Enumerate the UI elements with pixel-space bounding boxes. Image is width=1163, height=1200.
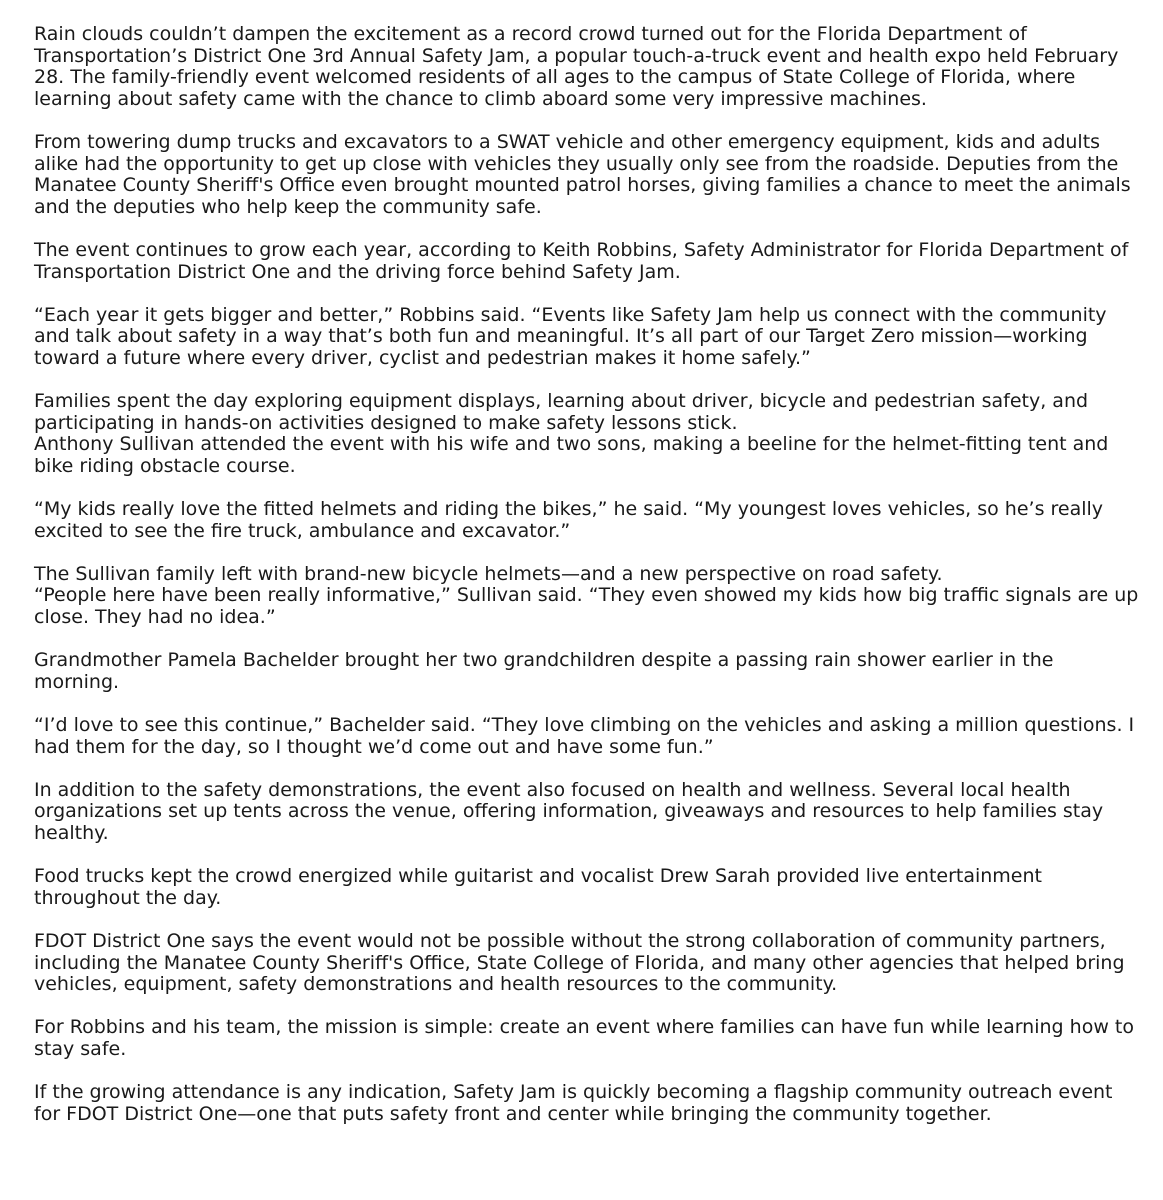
- article-paragraph: “I’d love to see this continue,” Bachelder said. “They love climbing on the vehicles and asking a million questions. I had them for the day, so I thought we’d come out and have some fun.”: [34, 714, 1135, 758]
- article-paragraph: Grandmother Pamela Bachelder brought her two grandchildren despite a passing rain shower earlier in the morning.: [34, 649, 1054, 693]
- article-paragraph: Rain clouds couldn’t dampen the excitement as a record crowd turned out for the Florida Department of Transportation’s District One 3rd Annual Safety Jam, a popular touch-a-truck event and health expo held February 28. The family-friendly event welcomed residents of all ages to the campus of State College of Florida, where learning about safety came with the chance to climb aboard some very impressive machines.: [34, 23, 1119, 110]
- article-paragraph: From towering dump trucks and excavators to a SWAT vehicle and other emergency equipment, kids and adults alike had the opportunity to get up close with vehicles they usually only see from the roadside. Deputies from the Manatee County Sheriff's Office even brought mounted patrol horses, giving families a chance to meet the animals and the deputies who help keep the community safe.: [34, 130, 1131, 218]
- article-body: [34, 24, 1144, 1147]
- article-paragraph: Food trucks kept the crowd energized while guitarist and vocalist Drew Sarah provided live entertainment throughout the day.: [34, 865, 1042, 909]
- article-paragraph: “My kids really love the fitted helmets and riding the bikes,” he said. “My youngest loves vehicles, so he’s really excited to see the fire truck, ambulance and excavator.”: [34, 498, 1104, 542]
- article-paragraph: For Robbins and his team, the mission is simple: create an event where families can have fun while learning how to stay safe.: [34, 1016, 1134, 1060]
- article-paragraph: “Each year it gets bigger and better,” Robbins said. “Events like Safety Jam help us connect with the community and talk about safety in a way that’s both fun and meaningful. It’s all part of our Target Zero mission—working toward a future where every driver, cyclist and pedestrian makes it home safely.”: [34, 303, 1107, 369]
- article-paragraph: If the growing attendance is any indication, Safety Jam is quickly becoming a flagship community outreach event for FDOT District One—one that puts safety front and center while bringing the community together.: [34, 1081, 1113, 1125]
- article-paragraph: Families spent the day exploring equipment displays, learning about driver, bicycle and pedestrian safety, and participating in hands-on activities designed to make safety lessons stick. Anthony Sullivan attended the event with his wife and two sons, making a beeline for the helmet-fitting tent and bike riding obstacle course.: [34, 390, 1109, 477]
- article-paragraph: The Sullivan family left with brand-new bicycle helmets—and a new perspective on road safety. “People here have been really informative,” Sullivan said. “They even showed my kids how big traffic signals are up close. They had no idea.”: [34, 562, 1139, 629]
- article-paragraph: FDOT District One says the event would not be possible without the strong collaboration of community partners, including the Manatee County Sheriff's Office, State College of Florida, and many other agencies that helped bring vehicles, equipment, safety demonstrations and health resources to the community.: [34, 929, 1125, 996]
- article-paragraph: The event continues to grow each year, according to Keith Robbins, Safety Administrator for Florida Department of Transportation District One and the driving force behind Safety Jam.: [34, 238, 1129, 283]
- article-paragraph: In addition to the safety demonstrations, the event also focused on health and wellness. Several local health organizations set up tents across the venue, offering information, giveaways and resources to help families stay healthy.: [34, 778, 1104, 844]
